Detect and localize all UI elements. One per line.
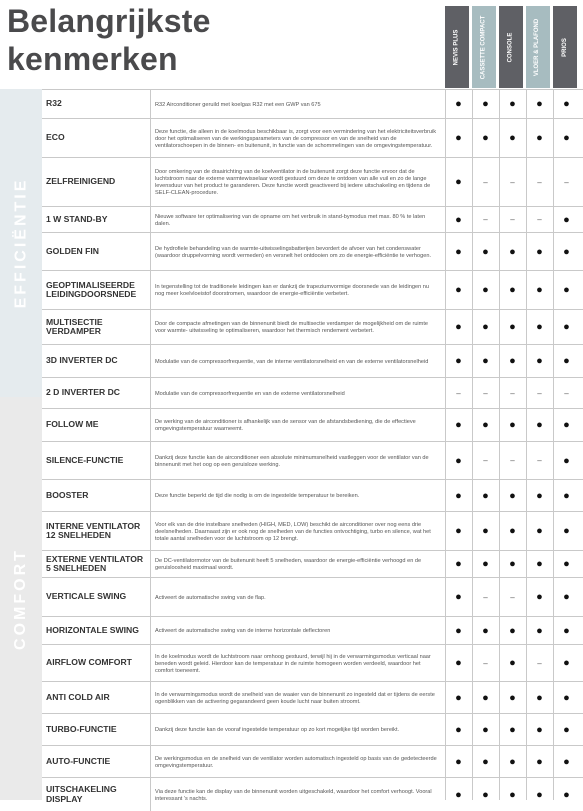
available-dot-icon: ●	[536, 591, 543, 603]
available-dot-icon: ●	[563, 624, 570, 637]
available-dot-icon: ●	[455, 454, 462, 467]
available-dot-icon: ●	[509, 525, 516, 537]
available-dot-icon: ●	[455, 132, 462, 144]
not-available-dash-icon: –	[510, 592, 515, 602]
available-dot-icon: ●	[455, 355, 462, 367]
feature-description: Deze functie beperkt de tijd die nodig is om de ingestelde temperatuur te bereiken.	[150, 480, 442, 511]
feature-name: TURBO-FUNCTIE	[46, 723, 117, 734]
page-title-line2: kenmerken	[7, 41, 178, 77]
available-dot-icon: ●	[563, 284, 570, 296]
available-dot-icon: ●	[563, 657, 570, 669]
available-dot-icon: ●	[509, 691, 516, 704]
not-available-dash-icon: –	[483, 388, 488, 398]
section-label-efficiency: EFFICIËNTIE	[12, 177, 29, 309]
not-available-dash-icon: –	[537, 658, 542, 668]
feature-description: Via deze functie kan de display van de binnenunit worden uitgeschakeld, waardoor het comfort verhoogt. Vooral interessant 's nachts.	[150, 778, 442, 811]
available-dot-icon: ●	[509, 755, 516, 768]
available-dot-icon: ●	[563, 489, 570, 502]
column-header-label: CASSETTE COMPACT	[480, 15, 487, 79]
feature-description: R32 Airconditioner geruild met koelgas R32 met een GWP van 675	[150, 90, 442, 118]
not-available-dash-icon: –	[537, 215, 542, 224]
not-available-dash-icon: –	[483, 592, 488, 602]
available-dot-icon: ●	[536, 355, 543, 367]
available-dot-icon: ●	[482, 558, 489, 570]
feature-name: HORIZONTALE SWING	[46, 624, 139, 635]
table-row	[42, 408, 583, 441]
available-dot-icon: ●	[509, 355, 516, 367]
available-dot-icon: ●	[455, 691, 462, 704]
available-dot-icon: ●	[455, 213, 462, 226]
feature-description: Door omkering van de draairichting van de koelventilator in de buitenunit zorgt deze functie ervoor dat de luchtstroom naar de externe warmtewisselaar wordt gestuurd om deze te ontdoen van alle vuil en zo de lange levensduur van het product te garanderen. Deze functie wordt geactiveerd bij iedere uitschakeling en tijdens de SELF-CLEAN-procedure.	[150, 158, 442, 206]
feature-name: GOLDEN FIN	[46, 245, 99, 256]
available-dot-icon: ●	[455, 419, 462, 431]
feature-description: Dankzij deze functie kan de vooraf ingestelde temperatuur op zo kort mogelijke tijd worden bereikt.	[150, 714, 442, 745]
availability-marks	[445, 90, 583, 118]
available-dot-icon: ●	[482, 132, 489, 144]
available-dot-icon: ●	[455, 284, 462, 296]
available-dot-icon: ●	[536, 489, 543, 502]
table-row	[42, 577, 583, 616]
feature-name: AIRFLOW COMFORT	[46, 657, 132, 668]
available-dot-icon: ●	[455, 558, 462, 570]
not-available-dash-icon: –	[510, 177, 515, 187]
availability-marks	[445, 480, 583, 511]
feature-name: MULTISECTIE VERDAMPER	[46, 316, 103, 336]
available-dot-icon: ●	[563, 691, 570, 704]
feature-description: Activeert de automatische swing van de flap.	[150, 578, 442, 616]
column-headers	[445, 6, 580, 88]
feature-name: VERTICALE SWING	[46, 591, 127, 602]
table-row	[42, 616, 583, 644]
available-dot-icon: ●	[563, 525, 570, 537]
column-header-label: VLOER & PLAFOND	[534, 18, 541, 76]
available-dot-icon: ●	[455, 489, 462, 502]
availability-marks	[445, 512, 583, 550]
available-dot-icon: ●	[482, 525, 489, 537]
not-available-dash-icon: –	[510, 388, 515, 398]
available-dot-icon: ●	[509, 132, 516, 144]
available-dot-icon: ●	[455, 624, 462, 637]
table-row	[42, 681, 583, 713]
available-dot-icon: ●	[509, 788, 516, 801]
table-row	[42, 309, 583, 344]
available-dot-icon: ●	[455, 245, 462, 258]
available-dot-icon: ●	[509, 558, 516, 570]
not-available-dash-icon: –	[510, 456, 515, 465]
available-dot-icon: ●	[482, 624, 489, 637]
feature-name: 1 W STAND-BY	[46, 213, 108, 224]
available-dot-icon: ●	[536, 558, 543, 570]
available-dot-icon: ●	[536, 98, 543, 110]
feature-name: FOLLOW ME	[46, 419, 99, 430]
column-divider	[499, 89, 500, 800]
feature-description: De werkingsmodus en de snelheid van de ventilator worden automatisch ingesteld op basis van de gedetecteerde omgevingstemperatuur.	[150, 746, 442, 777]
section-label-comfort: COMFORT	[12, 547, 29, 650]
available-dot-icon: ●	[509, 321, 516, 333]
feature-description: Voor elk van de drie instelbare snelheden (HIGH, MED, LOW) beschikt de airconditioner over nog eens drie deelsnelheden. Daarnaast zijn er ook nog de snelheden van de functies ontvochtiging, turbo en silence, wat het totale aantal snelheden voor de luchtstroom op 12 brengt.	[150, 512, 442, 550]
available-dot-icon: ●	[563, 245, 570, 258]
available-dot-icon: ●	[455, 657, 462, 669]
available-dot-icon: ●	[482, 245, 489, 258]
available-dot-icon: ●	[536, 132, 543, 144]
available-dot-icon: ●	[563, 558, 570, 570]
available-dot-icon: ●	[482, 284, 489, 296]
not-available-dash-icon: –	[483, 177, 488, 187]
available-dot-icon: ●	[536, 245, 543, 258]
table-row	[42, 777, 583, 811]
not-available-dash-icon: –	[564, 177, 569, 187]
feature-description: Door de compacte afmetingen van de binnenunit biedt de multisectie verdamper de mogelijkheid om de ruimte voor warmte- uitwisseling te optimaliseren, waardoor het thermisch rendement verbetert.	[150, 310, 442, 344]
table-row	[42, 479, 583, 511]
available-dot-icon: ●	[536, 284, 543, 296]
not-available-dash-icon: –	[483, 456, 488, 465]
column-header	[445, 6, 469, 88]
feature-name: BOOSTER	[46, 489, 89, 500]
table-row	[42, 550, 583, 577]
table-row	[42, 232, 583, 270]
table-row	[42, 344, 583, 377]
available-dot-icon: ●	[455, 176, 462, 188]
available-dot-icon: ●	[563, 454, 570, 467]
available-dot-icon: ●	[563, 755, 570, 768]
column-header	[499, 6, 523, 88]
available-dot-icon: ●	[536, 691, 543, 704]
availability-marks	[445, 442, 583, 479]
available-dot-icon: ●	[482, 98, 489, 110]
available-dot-icon: ●	[536, 419, 543, 431]
column-divider	[445, 89, 446, 800]
availability-marks	[445, 158, 583, 206]
availability-marks	[445, 378, 583, 408]
available-dot-icon: ●	[536, 525, 543, 537]
available-dot-icon: ●	[536, 723, 543, 736]
available-dot-icon: ●	[509, 624, 516, 637]
available-dot-icon: ●	[482, 489, 489, 502]
feature-description: Activeert de automatische swing van de interne horizontale deflectoren	[150, 617, 442, 644]
feature-name: 3D INVERTER DC	[46, 355, 118, 366]
not-available-dash-icon: –	[537, 456, 542, 465]
column-header	[472, 6, 496, 88]
feature-name: INTERNE VENTILATOR 12 SNELHEDEN	[46, 520, 141, 540]
available-dot-icon: ●	[563, 132, 570, 144]
section-band-efficiency	[0, 89, 42, 397]
feature-name: ANTI COLD AIR	[46, 691, 110, 702]
column-header-label: NEVIS PLUS	[453, 29, 460, 65]
column-header-label: CONSOLE	[507, 32, 514, 62]
table-row	[42, 89, 583, 118]
available-dot-icon: ●	[509, 489, 516, 502]
available-dot-icon: ●	[482, 755, 489, 768]
availability-marks	[445, 617, 583, 644]
table-row	[42, 118, 583, 157]
feature-description: Nieuwe software ter optimalisering van de opname om het verbruik in stand-bymodus met max. 80 % te laten dalen.	[150, 207, 442, 232]
feature-name: ECO	[46, 132, 65, 143]
feature-name: ZELFREINIGEND	[46, 176, 116, 187]
column-header	[553, 6, 577, 88]
not-available-dash-icon: –	[510, 215, 515, 224]
feature-description: Dankzij deze functie kan de airconditioner een absolute minimumsnelheid vastleggen voor de ventilator van de binnenunit met het oog op een geruisloze werking.	[150, 442, 442, 479]
feature-description: Modulatie van de compressorfrequentie, van de interne ventilatorsnelheid en van de externe ventilatorsnelheid	[150, 345, 442, 377]
table-row	[42, 644, 583, 681]
table-row	[42, 511, 583, 550]
feature-name: EXTERNE VENTILATOR 5 SNELHEDEN	[46, 553, 144, 573]
feature-name: SILENCE-FUNCTIE	[46, 454, 124, 465]
availability-marks	[445, 551, 583, 577]
available-dot-icon: ●	[563, 723, 570, 736]
available-dot-icon: ●	[536, 755, 543, 768]
column-divider	[526, 89, 527, 800]
availability-marks	[445, 778, 583, 811]
availability-marks	[445, 271, 583, 309]
feature-description: In de koelmodus wordt de luchtstroom naar omhoog gestuurd, terwijl hij in de verwarmingsmodus verticaal naar beneden wordt geleid. Hierdoor kan de temperatuur in de ruimte homogeen worden verdeeld, waardoor het comfort toeneemt.	[150, 645, 442, 681]
feature-name: AUTO-FUNCTIE	[46, 755, 111, 766]
available-dot-icon: ●	[455, 755, 462, 768]
table-row	[42, 206, 583, 232]
available-dot-icon: ●	[455, 591, 462, 603]
available-dot-icon: ●	[536, 788, 543, 801]
feature-description: De hydrofiele behandeling van de warmte-uitwisselingsbatterijen bevordert de afvoer van het condenswater (waardoor druppelvorming wordt vermeden) en versnelt het ontdooien om zo de energie-efficiëntie te verhogen.	[150, 233, 442, 270]
not-available-dash-icon: –	[483, 658, 488, 668]
available-dot-icon: ●	[455, 525, 462, 537]
available-dot-icon: ●	[482, 419, 489, 431]
availability-marks	[445, 119, 583, 157]
availability-marks	[445, 233, 583, 270]
availability-marks	[445, 645, 583, 681]
not-available-dash-icon: –	[564, 388, 569, 398]
availability-marks	[445, 682, 583, 713]
available-dot-icon: ●	[482, 321, 489, 333]
available-dot-icon: ●	[482, 691, 489, 704]
feature-description: Modulatie van de compressorfrequentie en van de externe ventilatorsnelheid	[150, 378, 442, 408]
available-dot-icon: ●	[563, 321, 570, 333]
availability-marks	[445, 310, 583, 344]
available-dot-icon: ●	[482, 723, 489, 736]
availability-marks	[445, 578, 583, 616]
available-dot-icon: ●	[509, 98, 516, 110]
availability-marks	[445, 345, 583, 377]
available-dot-icon: ●	[509, 245, 516, 258]
available-dot-icon: ●	[536, 624, 543, 637]
available-dot-icon: ●	[563, 419, 570, 431]
not-available-dash-icon: –	[537, 177, 542, 187]
available-dot-icon: ●	[563, 355, 570, 367]
available-dot-icon: ●	[455, 321, 462, 333]
available-dot-icon: ●	[509, 419, 516, 431]
availability-marks	[445, 207, 583, 232]
table-row	[42, 157, 583, 206]
table-row	[42, 377, 583, 408]
available-dot-icon: ●	[509, 284, 516, 296]
feature-description: In de verwarmingsmodus wordt de snelheid van de waaier van de binnenunit zo ingesteld dat er tijdens de eerste ogenblikken van de activering gegarandeerd geen koude lucht naar buiten stroomt.	[150, 682, 442, 713]
not-available-dash-icon: –	[537, 388, 542, 398]
available-dot-icon: ●	[455, 98, 462, 110]
available-dot-icon: ●	[455, 788, 462, 801]
feature-description: De werking van de airconditioner is afhankelijk van de sensor van de afstandsbediening, die de effectieve omgevingstemperatuur waarneemt.	[150, 409, 442, 441]
availability-marks	[445, 746, 583, 777]
feature-name: R32	[46, 98, 62, 109]
available-dot-icon: ●	[563, 213, 570, 226]
table-row	[42, 713, 583, 745]
not-available-dash-icon: –	[483, 215, 488, 224]
column-divider	[472, 89, 473, 800]
available-dot-icon: ●	[563, 788, 570, 801]
column-divider	[553, 89, 554, 800]
feature-description: In tegenstelling tot de traditionele leidingen kan er dankzij de trapeziumvormige doorsnede van de leidingen nu nog meer koelvloeistof doorstromen, waardoor de energie-efficiëntie verbetert.	[150, 271, 442, 309]
feature-name: UITSCHAKELING DISPLAY	[46, 784, 117, 804]
table-row	[42, 441, 583, 479]
not-available-dash-icon: –	[456, 388, 461, 398]
available-dot-icon: ●	[563, 591, 570, 603]
feature-name: GEOPTIMALISEERDE LEIDINGDOORSNEDE	[46, 279, 137, 299]
table-row	[42, 270, 583, 309]
section-band-comfort	[0, 397, 42, 800]
availability-marks	[445, 409, 583, 441]
available-dot-icon: ●	[482, 355, 489, 367]
page-title-line1: Belangrijkste	[7, 3, 211, 39]
feature-description: Deze functie, die alleen in de koelmodus beschikbaar is, zorgt voor een vermindering van het elektriciteitsverbruik door het optimaliseren van de werkingsparameters van de compressor en van de snelheid van de ventilatorschoepen in de binnen- en buitenunit, in functie van de schommelingen van de omgevingstemperatuur.	[150, 119, 442, 157]
column-header-label: PRIOS	[561, 37, 568, 57]
feature-name: 2 D INVERTER DC	[46, 387, 121, 398]
page-title	[7, 2, 211, 78]
feature-description: De DC-ventilatormotor van de buitenunit heeft 5 snelheden, waardoor de energie-efficiëntie verhoogd en de geruisloosheid maximaal wordt.	[150, 551, 442, 577]
table-row	[42, 745, 583, 777]
available-dot-icon: ●	[482, 788, 489, 801]
column-header	[526, 6, 550, 88]
availability-marks	[445, 714, 583, 745]
available-dot-icon: ●	[455, 723, 462, 736]
available-dot-icon: ●	[563, 98, 570, 110]
available-dot-icon: ●	[536, 321, 543, 333]
available-dot-icon: ●	[509, 723, 516, 736]
available-dot-icon: ●	[509, 657, 516, 669]
